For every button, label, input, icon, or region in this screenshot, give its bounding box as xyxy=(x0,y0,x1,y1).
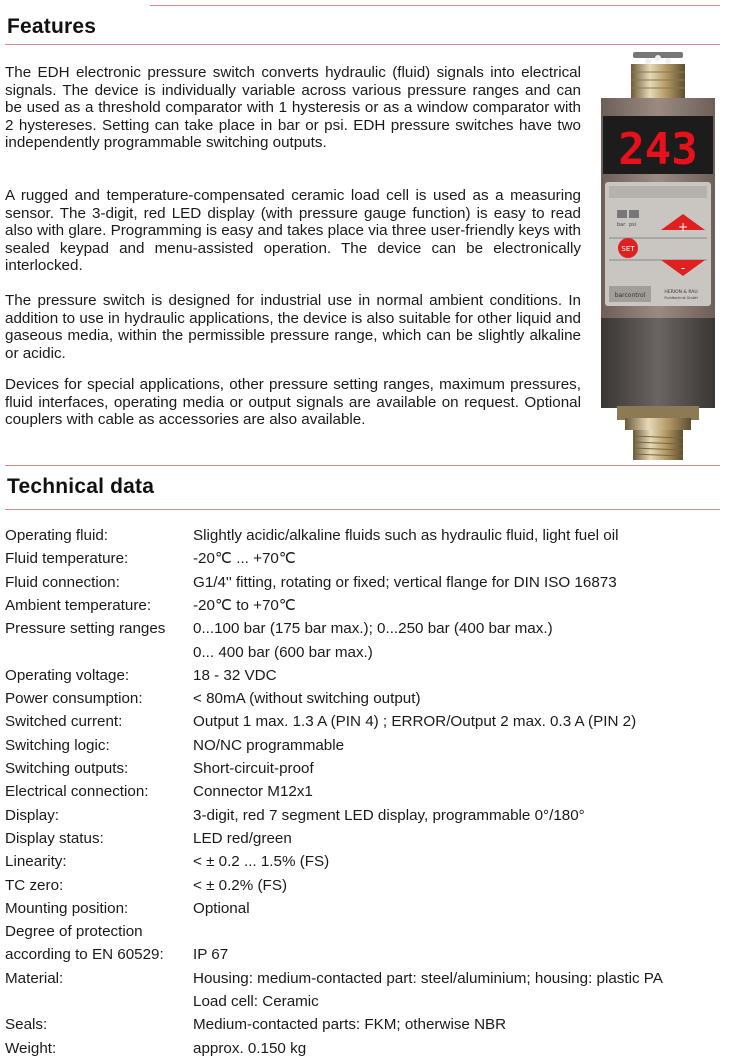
row-value: NO/NC programmable xyxy=(193,736,345,754)
row-label: Switching logic: xyxy=(5,736,110,754)
minus-key-label: - xyxy=(680,261,686,275)
maker-line-2: Fluidtechnik GmbH xyxy=(664,296,698,300)
row-label: Fluid connection: xyxy=(5,573,120,591)
row-value: 3-digit, red 7 segment LED display, programmable 0°/180° xyxy=(193,806,585,824)
row-label: Operating voltage: xyxy=(5,666,130,684)
row-label: Material: xyxy=(5,969,64,987)
row-value: < 80mA (without switching output) xyxy=(193,690,421,708)
technical-heading: Technical data xyxy=(7,475,155,498)
row-label: Fluid temperature: xyxy=(5,550,129,568)
row-value: Connector M12x1 xyxy=(193,783,313,801)
row-value: Housing: medium-contacted part: steel/aluminium; housing: plastic PA xyxy=(193,969,663,987)
set-key-label: SET xyxy=(621,245,635,253)
row-value: 0...100 bar (175 bar max.); 0...250 bar (400 bar max.) xyxy=(193,620,553,638)
features-paragraph-1: The EDH electronic pressure switch converts hydraulic (fluid) signals into electrical signals. The device is individually variable across various pressure ranges and can be used as a threshold comparator with 1 hysteresis or as a window comparator with 2 hystereses. Setting can take place in bar or psi. EDH pressure switches have two independently programmable switching outputs. xyxy=(5,64,581,152)
row-label: TC zero: xyxy=(5,876,64,894)
row-value: approx. 0.150 kg xyxy=(193,1039,307,1057)
row-label: Pressure setting ranges xyxy=(5,620,166,638)
technical-top-rule xyxy=(5,465,720,466)
row-label: Weight: xyxy=(5,1039,57,1057)
row-label: Linearity: xyxy=(5,853,67,871)
row-value: Load cell: Ceramic xyxy=(193,993,319,1010)
thread-fitting-icon xyxy=(633,430,683,460)
row-value: -20℃ ... +70℃ xyxy=(193,550,296,568)
features-rule xyxy=(5,44,720,45)
row-label: according to EN 60529: xyxy=(5,946,164,964)
row-value: 0... 400 bar (600 bar max.) xyxy=(193,643,373,661)
row-label: Display: xyxy=(5,806,60,824)
row-value: G1/4'' fitting, rotating or fixed; vertical flange for DIN ISO 16873 xyxy=(193,573,617,591)
features-paragraph-2: A rugged and temperature-compensated ceramic load cell is used as a measuring sensor. The 3-digit, red LED display (with pressure gauge function) is easy to read also with glare. Programming is easy and takes place via three user-friendly keys with sealed keypad and menu-assisted operation. The device can be electronically interlocked. xyxy=(5,187,581,275)
row-value: Slightly acidic/alkaline fluids such as hydraulic fluid, light fuel oil xyxy=(193,527,619,544)
row-value: Medium-contacted parts: FKM; otherwise NBR xyxy=(193,1016,507,1034)
row-value: LED red/green xyxy=(193,829,292,847)
features-paragraph-4: Devices for special applications, other pressure setting ranges, maximum pressures, fluid interfaces, operating media or output signals are available on request. Optional couplers with cable as accessories are also available. xyxy=(5,376,581,429)
unit-psi-label: psi xyxy=(629,222,637,228)
features-paragraph-3: The pressure switch is designed for industrial use in normal ambient conditions. In addition to use in hydraulic applications, the device is also suitable for other liquid and gaseous media, within the permissible pressure range, which can be slightly alkaline or acidic. xyxy=(5,292,581,362)
maker-line-1: HERION & RAU xyxy=(664,290,698,295)
row-value: Optional xyxy=(193,899,250,917)
pressure-switch-image xyxy=(595,50,721,462)
row-label: Degree of protection xyxy=(5,923,143,941)
technical-rule xyxy=(5,509,720,510)
row-value: Output 1 max. 1.3 A (PIN 4) ; ERROR/Output 2 max. 0.3 A (PIN 2) xyxy=(193,713,637,731)
features-heading: Features xyxy=(7,15,97,38)
plus-key-label: + xyxy=(677,220,689,234)
row-label: Ambient temperature: xyxy=(5,596,152,614)
top-rule xyxy=(150,5,720,6)
brand-label: barcontrol xyxy=(614,292,646,299)
row-label: Power consumption: xyxy=(5,690,143,708)
row-value: 18 - 32 VDC xyxy=(193,666,277,684)
display-digits: 243 xyxy=(618,124,698,175)
row-label: Seals: xyxy=(5,1016,48,1034)
row-value: < ± 0.2% (FS) xyxy=(193,876,288,894)
unit-bar-label: bar xyxy=(617,222,626,228)
row-label: Switched current: xyxy=(5,713,123,731)
row-label: Display status: xyxy=(5,829,104,847)
row-label: Mounting position: xyxy=(5,899,129,917)
row-value: -20℃ to +70℃ xyxy=(193,596,296,614)
row-label: Switching outputs: xyxy=(5,760,129,777)
row-value: Short-circuit-proof xyxy=(193,760,314,777)
row-value: < ± 0.2 ... 1.5% (FS) xyxy=(193,853,330,871)
row-value: IP 67 xyxy=(193,946,229,964)
row-label: Electrical connection: xyxy=(5,783,149,801)
row-label: Operating fluid: xyxy=(5,527,108,544)
connector-icon xyxy=(631,52,685,98)
